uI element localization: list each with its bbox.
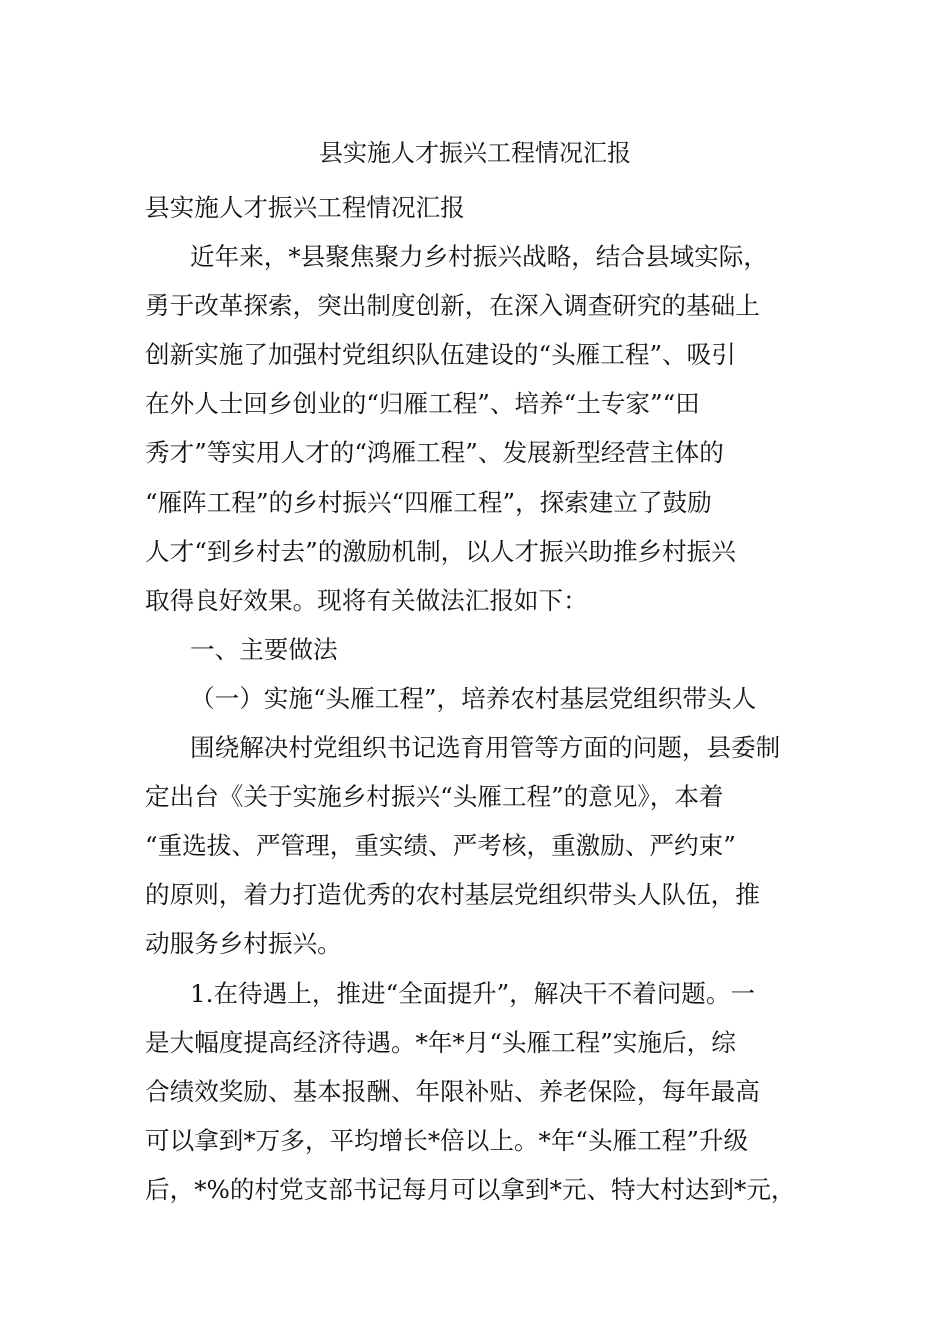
paragraph-line: 勇于改革探索，突出制度创新，在深入调查研究的基础上 (145, 291, 760, 321)
paragraph-line: 一、主要做法 (190, 634, 338, 664)
paragraph-line: 人才“到乡村去”的激励机制，以人才振兴助推乡村振兴 (145, 536, 736, 566)
paragraph-line: （一）实施“头雁工程”，培养农村基层党组织带头人 (190, 683, 757, 713)
paragraph-line: 围绕解决村党组织书记选育用管等方面的问题，县委制 (190, 733, 781, 763)
document-body (145, 183, 815, 1214)
paragraph-line: 创新实施了加强村党组织队伍建设的“头雁工程”、吸引 (145, 340, 736, 370)
paragraph-line: 1.在待遇上，推进“全面提升”，解决干不着问题。一 (190, 978, 756, 1008)
paragraph-line: 定出台《关于实施乡村振兴“头雁工程”的意见》，本着 (145, 782, 724, 812)
paragraph-line: 的原则，着力打造优秀的农村基层党组织带头人队伍，推 (145, 880, 760, 910)
paragraph-line: 取得良好效果。现将有关做法汇报如下： (145, 585, 588, 615)
document-title: 县实施人才振兴工程情况汇报 (319, 139, 631, 167)
paragraph-line: 在外人士回乡创业的“归雁工程”、培养“土专家”“田 (145, 389, 700, 419)
paragraph-line: “重选拔、严管理，重实绩、严考核，重激励、严约束” (145, 831, 736, 861)
paragraph-line: 后，*%的村党支部书记每月可以拿到*元、特大村达到*元， (145, 1174, 796, 1204)
paragraph-line: 是大幅度提高经济待遇。*年*月“头雁工程”实施后，综 (145, 1027, 736, 1057)
paragraph-line: 近年来，*县聚焦聚力乡村振兴战略，结合县域实际， (190, 242, 768, 272)
paragraph-line: 合绩效奖励、基本报酬、年限补贴、养老保险，每年最高 (145, 1076, 760, 1106)
paragraph-line: “雁阵工程”的乡村振兴“四雁工程”，探索建立了鼓励 (145, 487, 712, 517)
paragraph-line: 动服务乡村振兴。 (145, 929, 342, 959)
paragraph-line: 可以拿到*万多，平均增长*倍以上。*年“头雁工程”升级 (145, 1125, 749, 1155)
document-subtitle-line: 县实施人才振兴工程情况汇报 (145, 193, 465, 222)
paragraph-line: 秀才”等实用人才的“鸿雁工程”、发展新型经营主体的 (145, 438, 724, 468)
